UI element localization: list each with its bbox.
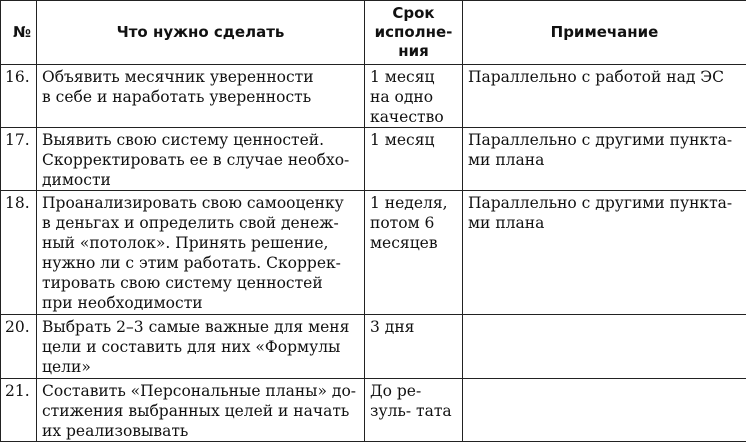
task-line: при необходимости [42, 293, 359, 313]
header-deadline-line: исполне- [369, 23, 458, 42]
note-line: Параллельно с другими пункта- [468, 130, 741, 150]
row-number: 18. [1, 191, 37, 315]
task-line: ный «потолок». Принять решение, [42, 233, 359, 253]
task-line: Составить «Персональные планы» до- [42, 381, 359, 401]
header-note: Примечание [463, 1, 746, 65]
row-number: 21. [1, 379, 37, 442]
task-line: тировать свою систему ценностей [42, 273, 359, 293]
header-deadline [365, 1, 463, 65]
task-line: цели» [42, 357, 359, 377]
task-line: нужно ли с этим работать. Скоррек- [42, 253, 359, 273]
note-line: ми плана [468, 213, 741, 233]
header-row [1, 1, 746, 65]
table-row [1, 315, 746, 379]
row-number: 16. [1, 65, 37, 128]
deadline-line: качество [370, 107, 457, 127]
row-task [37, 65, 365, 128]
row-number: 17. [1, 128, 37, 191]
row-number: 20. [1, 315, 37, 379]
row-deadline [365, 191, 463, 315]
row-deadline [365, 379, 463, 442]
row-deadline [365, 65, 463, 128]
row-note [463, 379, 746, 442]
header-deadline-line: Срок [369, 4, 458, 23]
header-number: № [1, 1, 37, 65]
task-line: димости [42, 170, 359, 190]
task-line: Выявить свою систему ценностей. [42, 130, 359, 150]
deadline-line: 1 месяц [370, 67, 457, 87]
row-note [463, 191, 746, 315]
row-note [463, 65, 746, 128]
task-line: Скорректировать ее в случае необхо- [42, 150, 359, 170]
row-note [463, 315, 746, 379]
task-line: цели и составить для них «Формулы [42, 337, 359, 357]
row-task [37, 128, 365, 191]
deadline-line: До ре- [370, 381, 457, 401]
header-deadline-line: ния [369, 42, 458, 61]
note-line: Параллельно с работой над ЭС [468, 67, 741, 87]
row-task [37, 315, 365, 379]
deadline-line: месяцев [370, 233, 457, 253]
table-row [1, 128, 746, 191]
task-line: в себе и наработать уверенность [42, 87, 359, 107]
note-line: Параллельно с другими пункта- [468, 193, 741, 213]
deadline-line: 1 месяц [370, 130, 457, 150]
header-task: Что нужно сделать [37, 1, 365, 65]
note-line: ми плана [468, 150, 741, 170]
task-line: в деньгах и определить свой денеж- [42, 213, 359, 233]
table-row [1, 191, 746, 315]
row-deadline [365, 315, 463, 379]
row-task [37, 191, 365, 315]
row-note [463, 128, 746, 191]
table-row [1, 65, 746, 128]
deadline-line: потом 6 [370, 213, 457, 233]
row-task [37, 379, 365, 442]
deadline-line: 1 неделя, [370, 193, 457, 213]
task-line: их реализовывать [42, 421, 359, 441]
deadline-line: 3 дня [370, 317, 457, 337]
deadline-line: на одно [370, 87, 457, 107]
task-line: Выбрать 2–3 самые важные для меня [42, 317, 359, 337]
task-line: Объявить месячник уверенности [42, 67, 359, 87]
deadline-line: зуль- тата [370, 401, 457, 421]
row-deadline [365, 128, 463, 191]
table-row [1, 379, 746, 442]
task-line: Проанализировать свою самооценку [42, 193, 359, 213]
task-line: стижения выбранных целей и начать [42, 401, 359, 421]
